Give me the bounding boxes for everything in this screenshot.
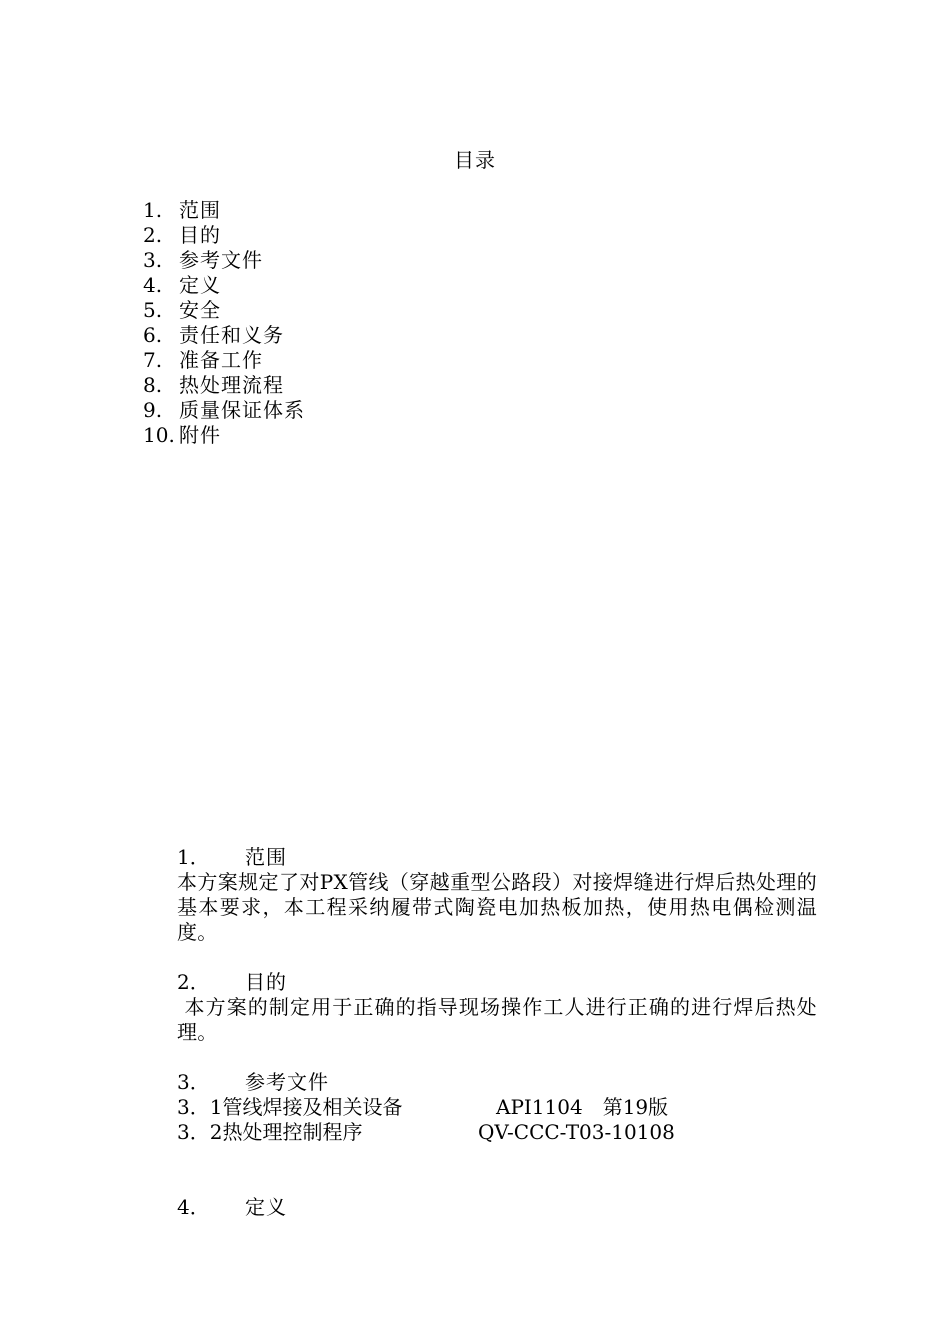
toc-item — [143, 398, 305, 423]
reference-value: API1104 第19版 — [496, 1095, 669, 1119]
toc-item-label: 附件 — [179, 423, 221, 447]
toc-item — [143, 323, 305, 348]
toc-item — [143, 423, 305, 448]
toc-item-number: 3. — [143, 248, 163, 272]
toc-item-number: 7. — [143, 348, 163, 372]
section-heading-purpose — [177, 970, 817, 995]
toc-item — [143, 273, 305, 298]
toc-title: 目录 — [454, 148, 496, 172]
toc-item-number: 2. — [143, 223, 163, 247]
toc-item-label: 范围 — [179, 198, 221, 222]
section-heading-definitions — [177, 1195, 817, 1220]
toc-list — [143, 198, 305, 448]
section-title: 目的 — [245, 970, 287, 994]
reference-label: 3．2热处理控制程序 — [177, 1120, 363, 1144]
toc-item — [143, 373, 305, 398]
section-heading-references — [177, 1070, 817, 1095]
toc-item-label: 责任和义务 — [179, 323, 284, 347]
toc-item — [143, 198, 305, 223]
toc-item — [143, 298, 305, 323]
toc-item-number: 1. — [143, 198, 163, 222]
toc-item-label: 质量保证体系 — [179, 398, 305, 422]
spacer — [177, 1045, 817, 1070]
toc-item-label: 安全 — [179, 298, 221, 322]
toc-item-label: 定义 — [179, 273, 221, 297]
toc-item-label: 目的 — [179, 223, 221, 247]
section-number: 1． — [177, 845, 210, 869]
section-number: 3． — [177, 1070, 210, 1094]
section-number: 4． — [177, 1195, 210, 1219]
section-number: 2． — [177, 970, 210, 994]
document-body — [177, 845, 817, 1220]
toc-item-number: 10. — [143, 423, 175, 447]
reference-row — [177, 1120, 817, 1145]
toc-item — [143, 248, 305, 273]
toc-item-label: 热处理流程 — [179, 373, 284, 397]
spacer — [177, 945, 817, 970]
scope-paragraph: 本方案规定了对PX管线（穿越重型公路段）对接焊缝进行焊后热处理的基本要求，本工程采纳履带式陶瓷电加热板加热，使用热电偶检测温度。 — [177, 870, 817, 944]
section-title: 定义 — [245, 1195, 287, 1219]
toc-item-number: 9. — [143, 398, 163, 422]
toc-item-number: 6. — [143, 323, 163, 347]
toc-item-number: 5. — [143, 298, 163, 322]
spacer — [177, 1145, 817, 1195]
reference-label: 3．1管线焊接及相关设备 — [177, 1095, 403, 1119]
purpose-paragraph: 本方案的制定用于正确的指导现场操作工人进行正确的进行焊后热处理。 — [177, 995, 817, 1044]
section-title: 范围 — [245, 845, 287, 869]
toc-item — [143, 223, 305, 248]
reference-row — [177, 1095, 817, 1120]
toc-item-label: 参考文件 — [179, 248, 263, 272]
toc-item-number: 4. — [143, 273, 163, 297]
reference-value: QV-CCC-T03-10108 — [478, 1120, 675, 1144]
section-heading-scope — [177, 845, 817, 870]
toc-item — [143, 348, 305, 373]
toc-item-number: 8. — [143, 373, 163, 397]
toc-item-label: 准备工作 — [179, 348, 263, 372]
section-title: 参考文件 — [245, 1070, 329, 1094]
